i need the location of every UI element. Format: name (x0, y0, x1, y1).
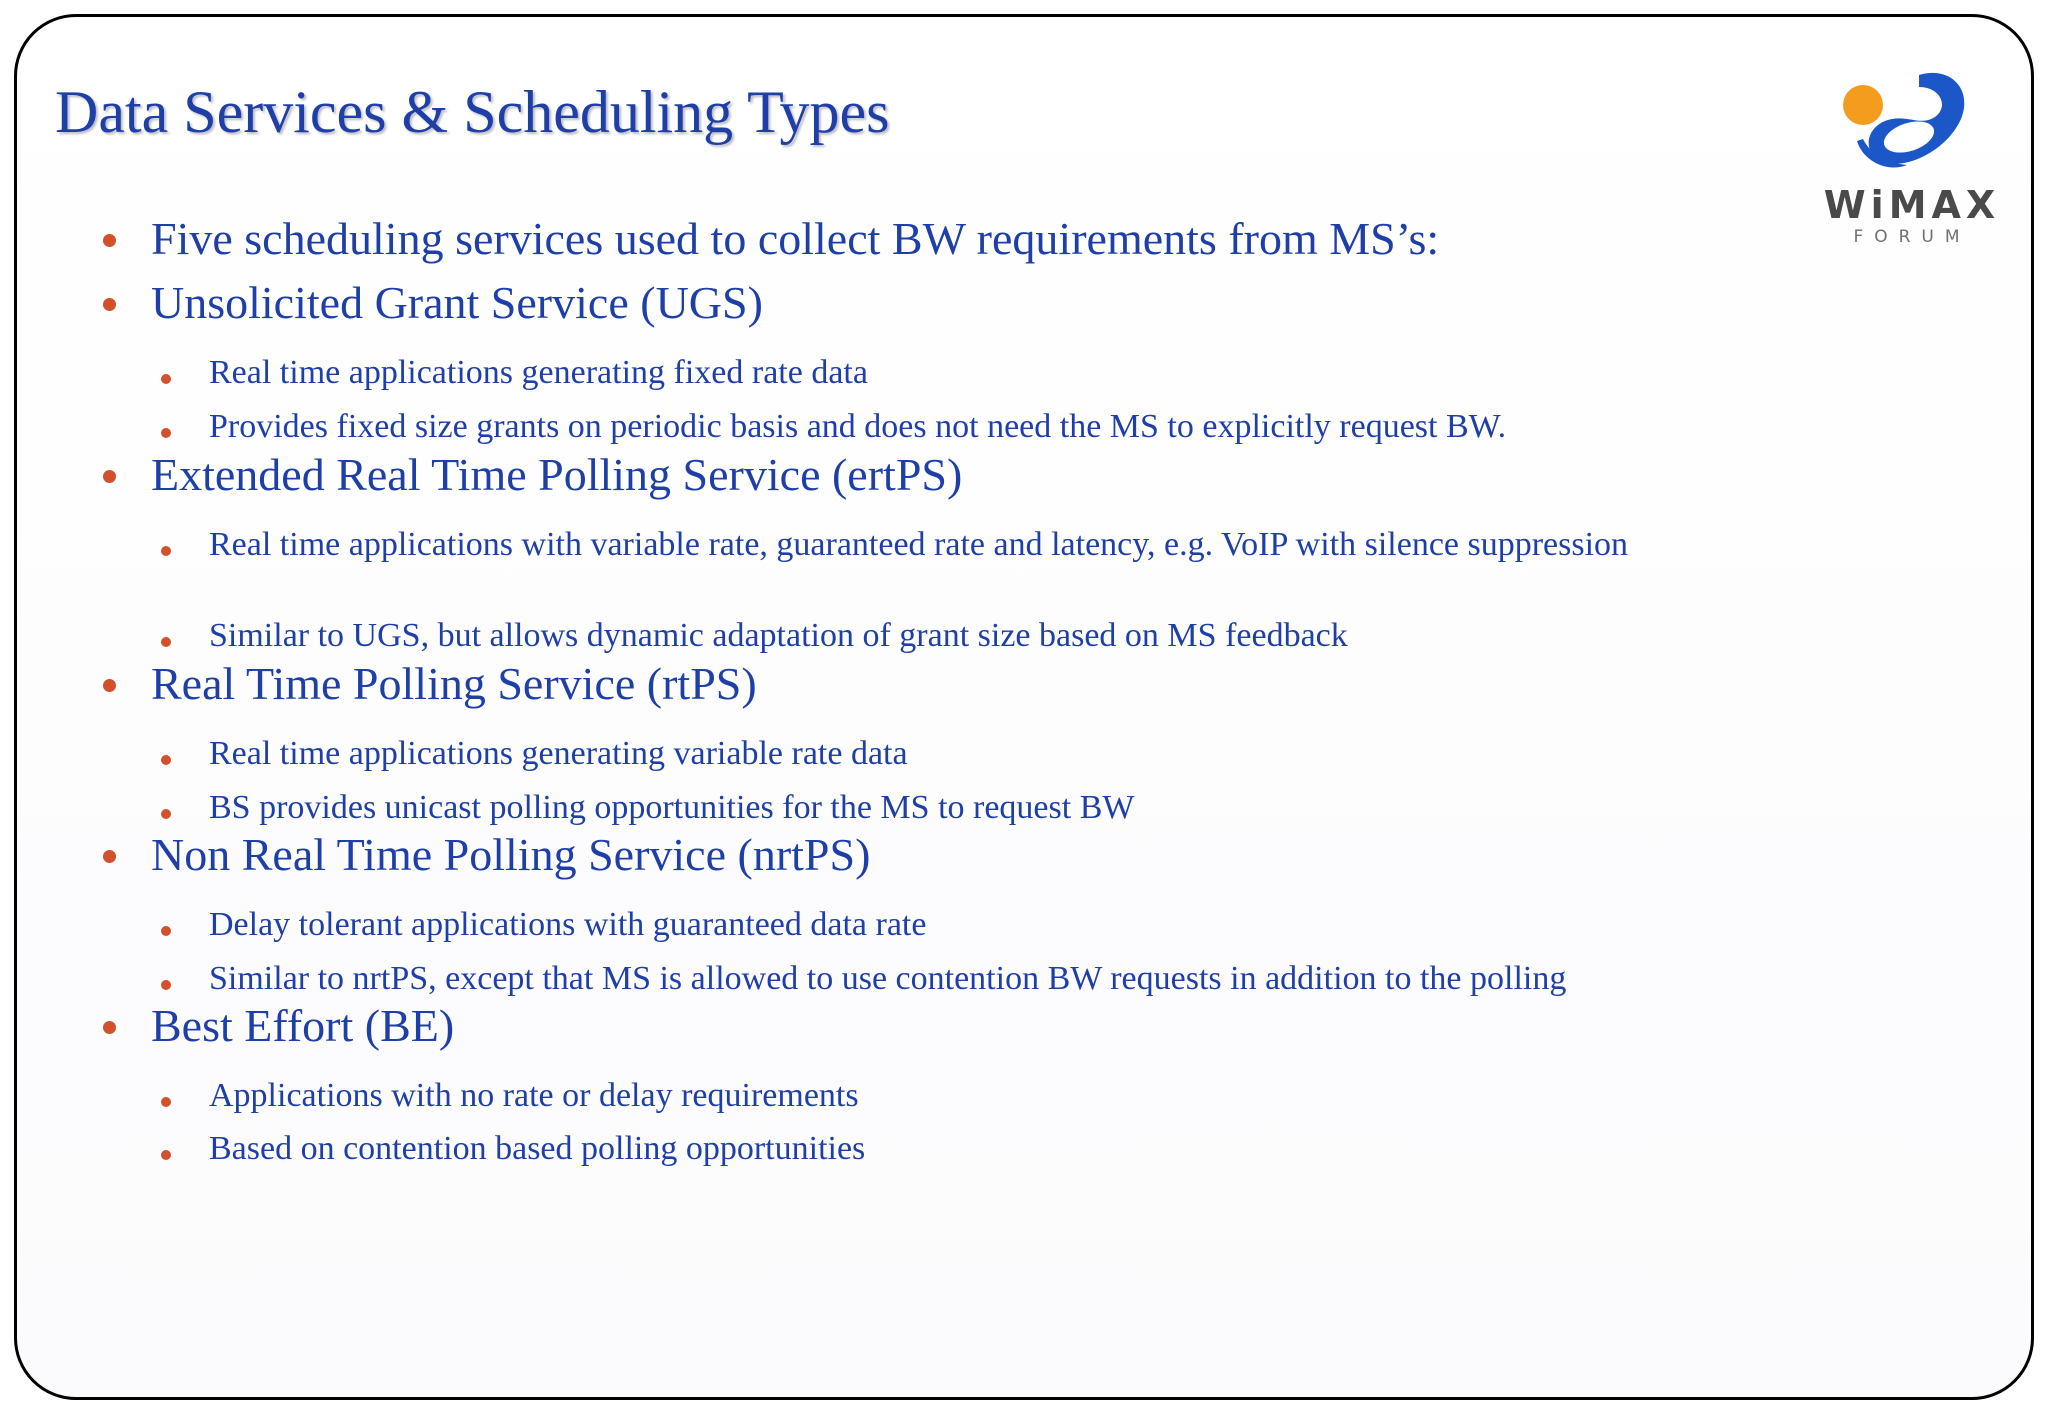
bullet-icon (161, 637, 171, 647)
bullet-icon (161, 809, 171, 819)
list-item-text: Provides fixed size grants on periodic basis and does not need the MS to explicitly request BW. (209, 408, 1507, 445)
list-item-text: Real time applications with variable rate, guaranteed rate and latency, e.g. VoIP with silence suppression (209, 526, 1629, 563)
bullet-icon (161, 546, 171, 556)
list-item-text: Best Effort (BE) (151, 1000, 455, 1051)
list-item-text: Similar to UGS, but allows dynamic adaptation of grant size based on MS feedback (209, 617, 1348, 654)
bullet-icon (161, 755, 171, 765)
bullet-icon (103, 850, 116, 863)
logo-wordmark: WiMAX (1823, 183, 2001, 227)
bullet-icon (161, 980, 171, 990)
list-item-text: Real time applications generating variable rate data (209, 735, 908, 772)
slide-title: Data Services & Scheduling Types (55, 79, 890, 145)
logo-subtitle: FORUM (1853, 227, 1971, 247)
bullet-icon (103, 470, 116, 483)
bullet-icon (161, 926, 171, 936)
list-item-text: Real time applications generating fixed rate data (209, 354, 868, 391)
list-item-text: Non Real Time Polling Service (nrtPS) (151, 829, 871, 880)
bullet-icon (161, 428, 171, 438)
bullet-icon (103, 234, 116, 247)
list-item-text: BS provides unicast polling opportunities for the MS to request BW (209, 789, 1135, 826)
bullet-icon (161, 374, 171, 384)
list-item-text: Five scheduling services used to collect BW requirements from MS’s: (151, 213, 1440, 264)
bullet-list (17, 17, 2031, 1397)
bullet-icon (103, 1021, 116, 1034)
list-item-text: Applications with no rate or delay requirements (209, 1077, 859, 1114)
list-item-text: Similar to nrtPS, except that MS is allowed to use contention BW requests in addition to the polling (209, 960, 1567, 997)
slide-frame (14, 14, 2034, 1400)
list-item-text: Real Time Polling Service (rtPS) (151, 658, 757, 709)
bullet-icon (161, 1150, 171, 1160)
list-item-text: Extended Real Time Polling Service (ertPS) (151, 449, 963, 500)
list-item-text: Based on contention based polling opportunities (209, 1130, 866, 1167)
bullet-icon (103, 298, 116, 311)
bullet-icon (103, 679, 116, 692)
list-item-text: Unsolicited Grant Service (UGS) (151, 277, 763, 328)
list-item-text: Delay tolerant applications with guaranteed data rate (209, 906, 927, 943)
bullet-icon (161, 1097, 171, 1107)
